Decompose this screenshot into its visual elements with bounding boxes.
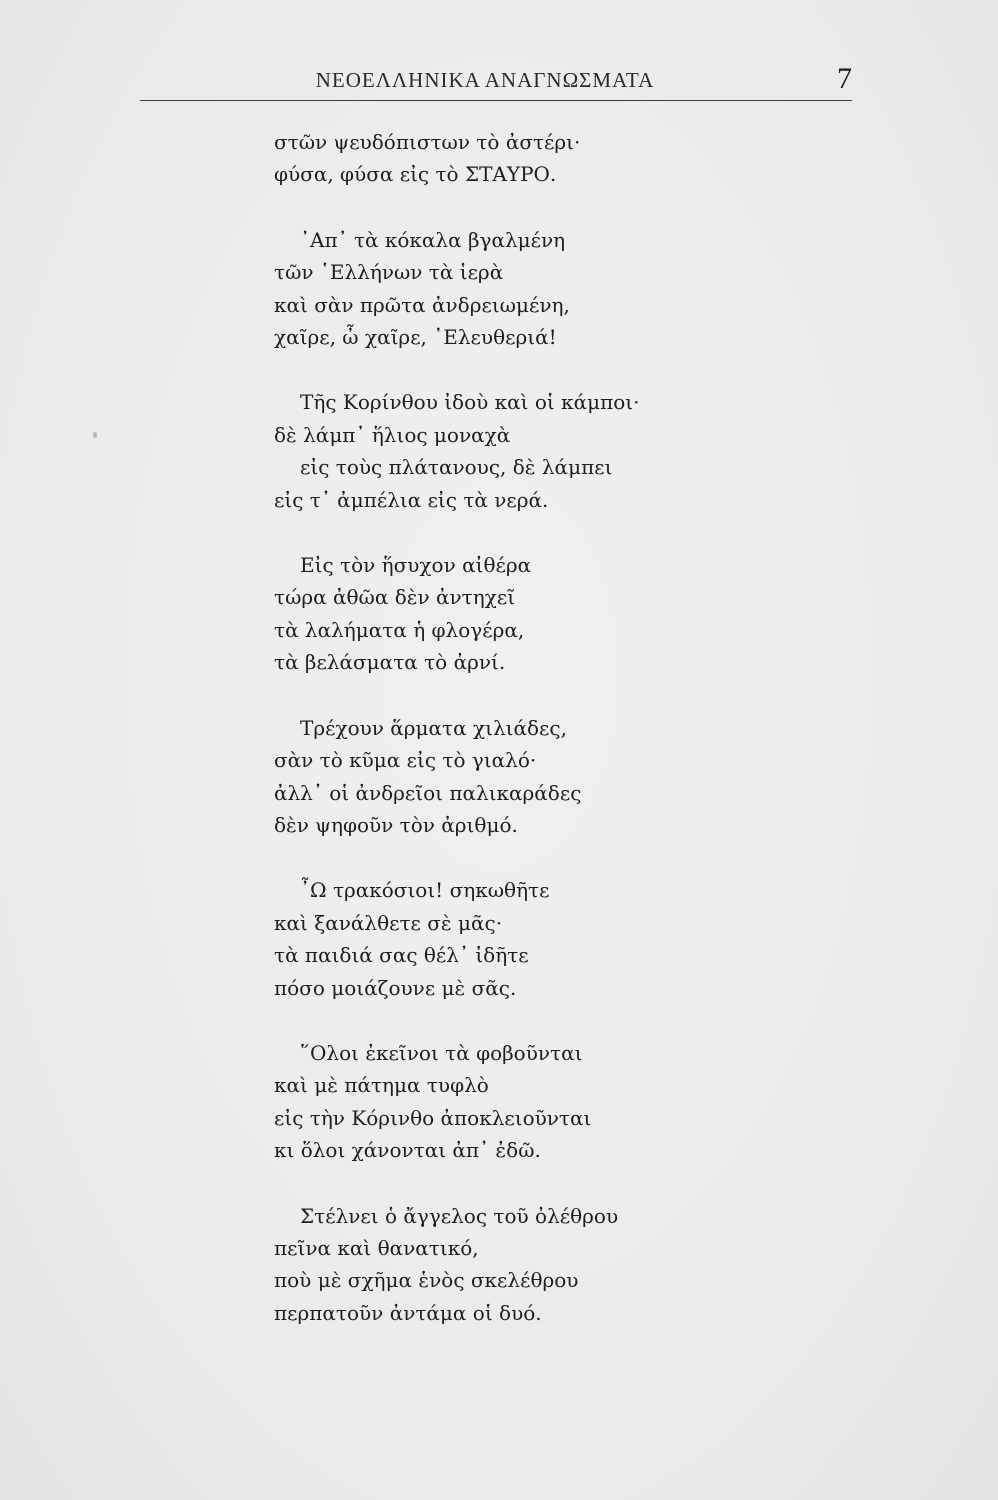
stanza <box>274 126 794 191</box>
poem <box>274 126 794 1362</box>
poem-line: φύσα, φύσα εἰς τὸ ΣΤΑΥΡΟ. <box>274 162 557 187</box>
stanza <box>274 1200 794 1330</box>
poem-line: περπατοῦν ἀντάμα οἱ δυό. <box>274 1300 542 1325</box>
poem-line: πεῖνα καὶ θανατικό, <box>274 1235 479 1260</box>
poem-line: τὰ βελάσματα τὸ ἀρνί. <box>274 650 506 675</box>
ink-mark <box>93 432 97 438</box>
poem-line: χαῖρε, ὦ χαῖρε, ᾿Ελευθεριά! <box>274 325 557 350</box>
poem-line: Στέλνει ὁ ἄγγελος τοῦ ὀλέθρου <box>300 1203 619 1228</box>
poem-line: ῞Ολοι ἐκεῖνοι τὰ φοβοῦνται <box>300 1040 583 1065</box>
poem-line: Τῆς Κορίνθου ἰδοὺ καὶ οἱ κάμποι· <box>300 390 640 415</box>
stanza <box>274 549 794 679</box>
stanza <box>274 874 794 1004</box>
poem-line: Τρέχουν ἅρματα χιλιάδες, <box>300 715 567 740</box>
header-rule <box>140 100 852 101</box>
poem-line: τὰ παιδιά σας θέλ᾿ ἰδῆτε <box>274 943 529 968</box>
poem-line: σὰν τὸ κῦμα εἰς τὸ γιαλό· <box>274 748 537 773</box>
poem-line: καὶ σὰν πρῶτα ἀνδρειωμένη, <box>274 292 570 317</box>
poem-line: καὶ ξανάλθετε σὲ μᾶς· <box>274 910 503 935</box>
page-number: 7 <box>837 62 852 95</box>
poem-line: στῶν ψευδόπιστων τὸ ἀστέρι· <box>274 130 581 154</box>
stanza <box>274 224 794 354</box>
poem-line: εἰς τὴν Κόρινθο ἀποκλειοῦνται <box>274 1105 592 1130</box>
stanza <box>274 386 794 516</box>
poem-line: Εἰς τὸν ἥσυχον αἰθέρα <box>300 553 532 578</box>
stanza <box>274 1037 794 1167</box>
poem-line: εἰς τ᾿ ἀμπέλια εἰς τὰ νερά. <box>274 487 549 512</box>
running-title: ΝΕΟΕΛΛΗΝΙΚΑ ΑΝΑΓΝΩΣΜΑΤΑ <box>315 68 655 92</box>
poem-line: κι ὅλοι χάνονται ἀπ᾿ ἐδῶ. <box>274 1138 541 1163</box>
poem-line: τῶν ῾Ελλήνων τὰ ἱερὰ <box>274 260 504 285</box>
poem-line: εἰς τοὺς πλάτανους, δὲ λάμπει <box>300 455 613 480</box>
poem-line: ῏Ω τρακόσιοι! σηκωθῆτε <box>300 878 550 903</box>
poem-line: ἀλλ᾿ οἱ ἀνδρεῖοι παλικαράδες <box>274 780 582 805</box>
poem-line: ᾿Απ᾿ τὰ κόκαλα βγαλμένη <box>300 227 566 252</box>
poem-line: ποὺ μὲ σχῆμα ἑνὸς σκελέθρου <box>274 1268 579 1293</box>
poem-line: καὶ μὲ πάτημα τυφλὸ <box>274 1073 489 1098</box>
stanza <box>274 712 794 842</box>
poem-line: πόσο μοιάζουνε μὲ σᾶς. <box>274 975 517 1000</box>
poem-line: τώρα ἀθῶα δὲν ἀντηχεῖ <box>274 585 516 610</box>
poem-line: δὲ λάμπ᾿ ἥλιος μοναχὰ <box>274 422 511 447</box>
running-head <box>140 64 852 104</box>
poem-line: τὰ λαλήματα ἡ φλογέρα, <box>274 617 525 642</box>
poem-line: δὲν ψηφοῦν τὸν ἀριθμό. <box>274 812 518 837</box>
